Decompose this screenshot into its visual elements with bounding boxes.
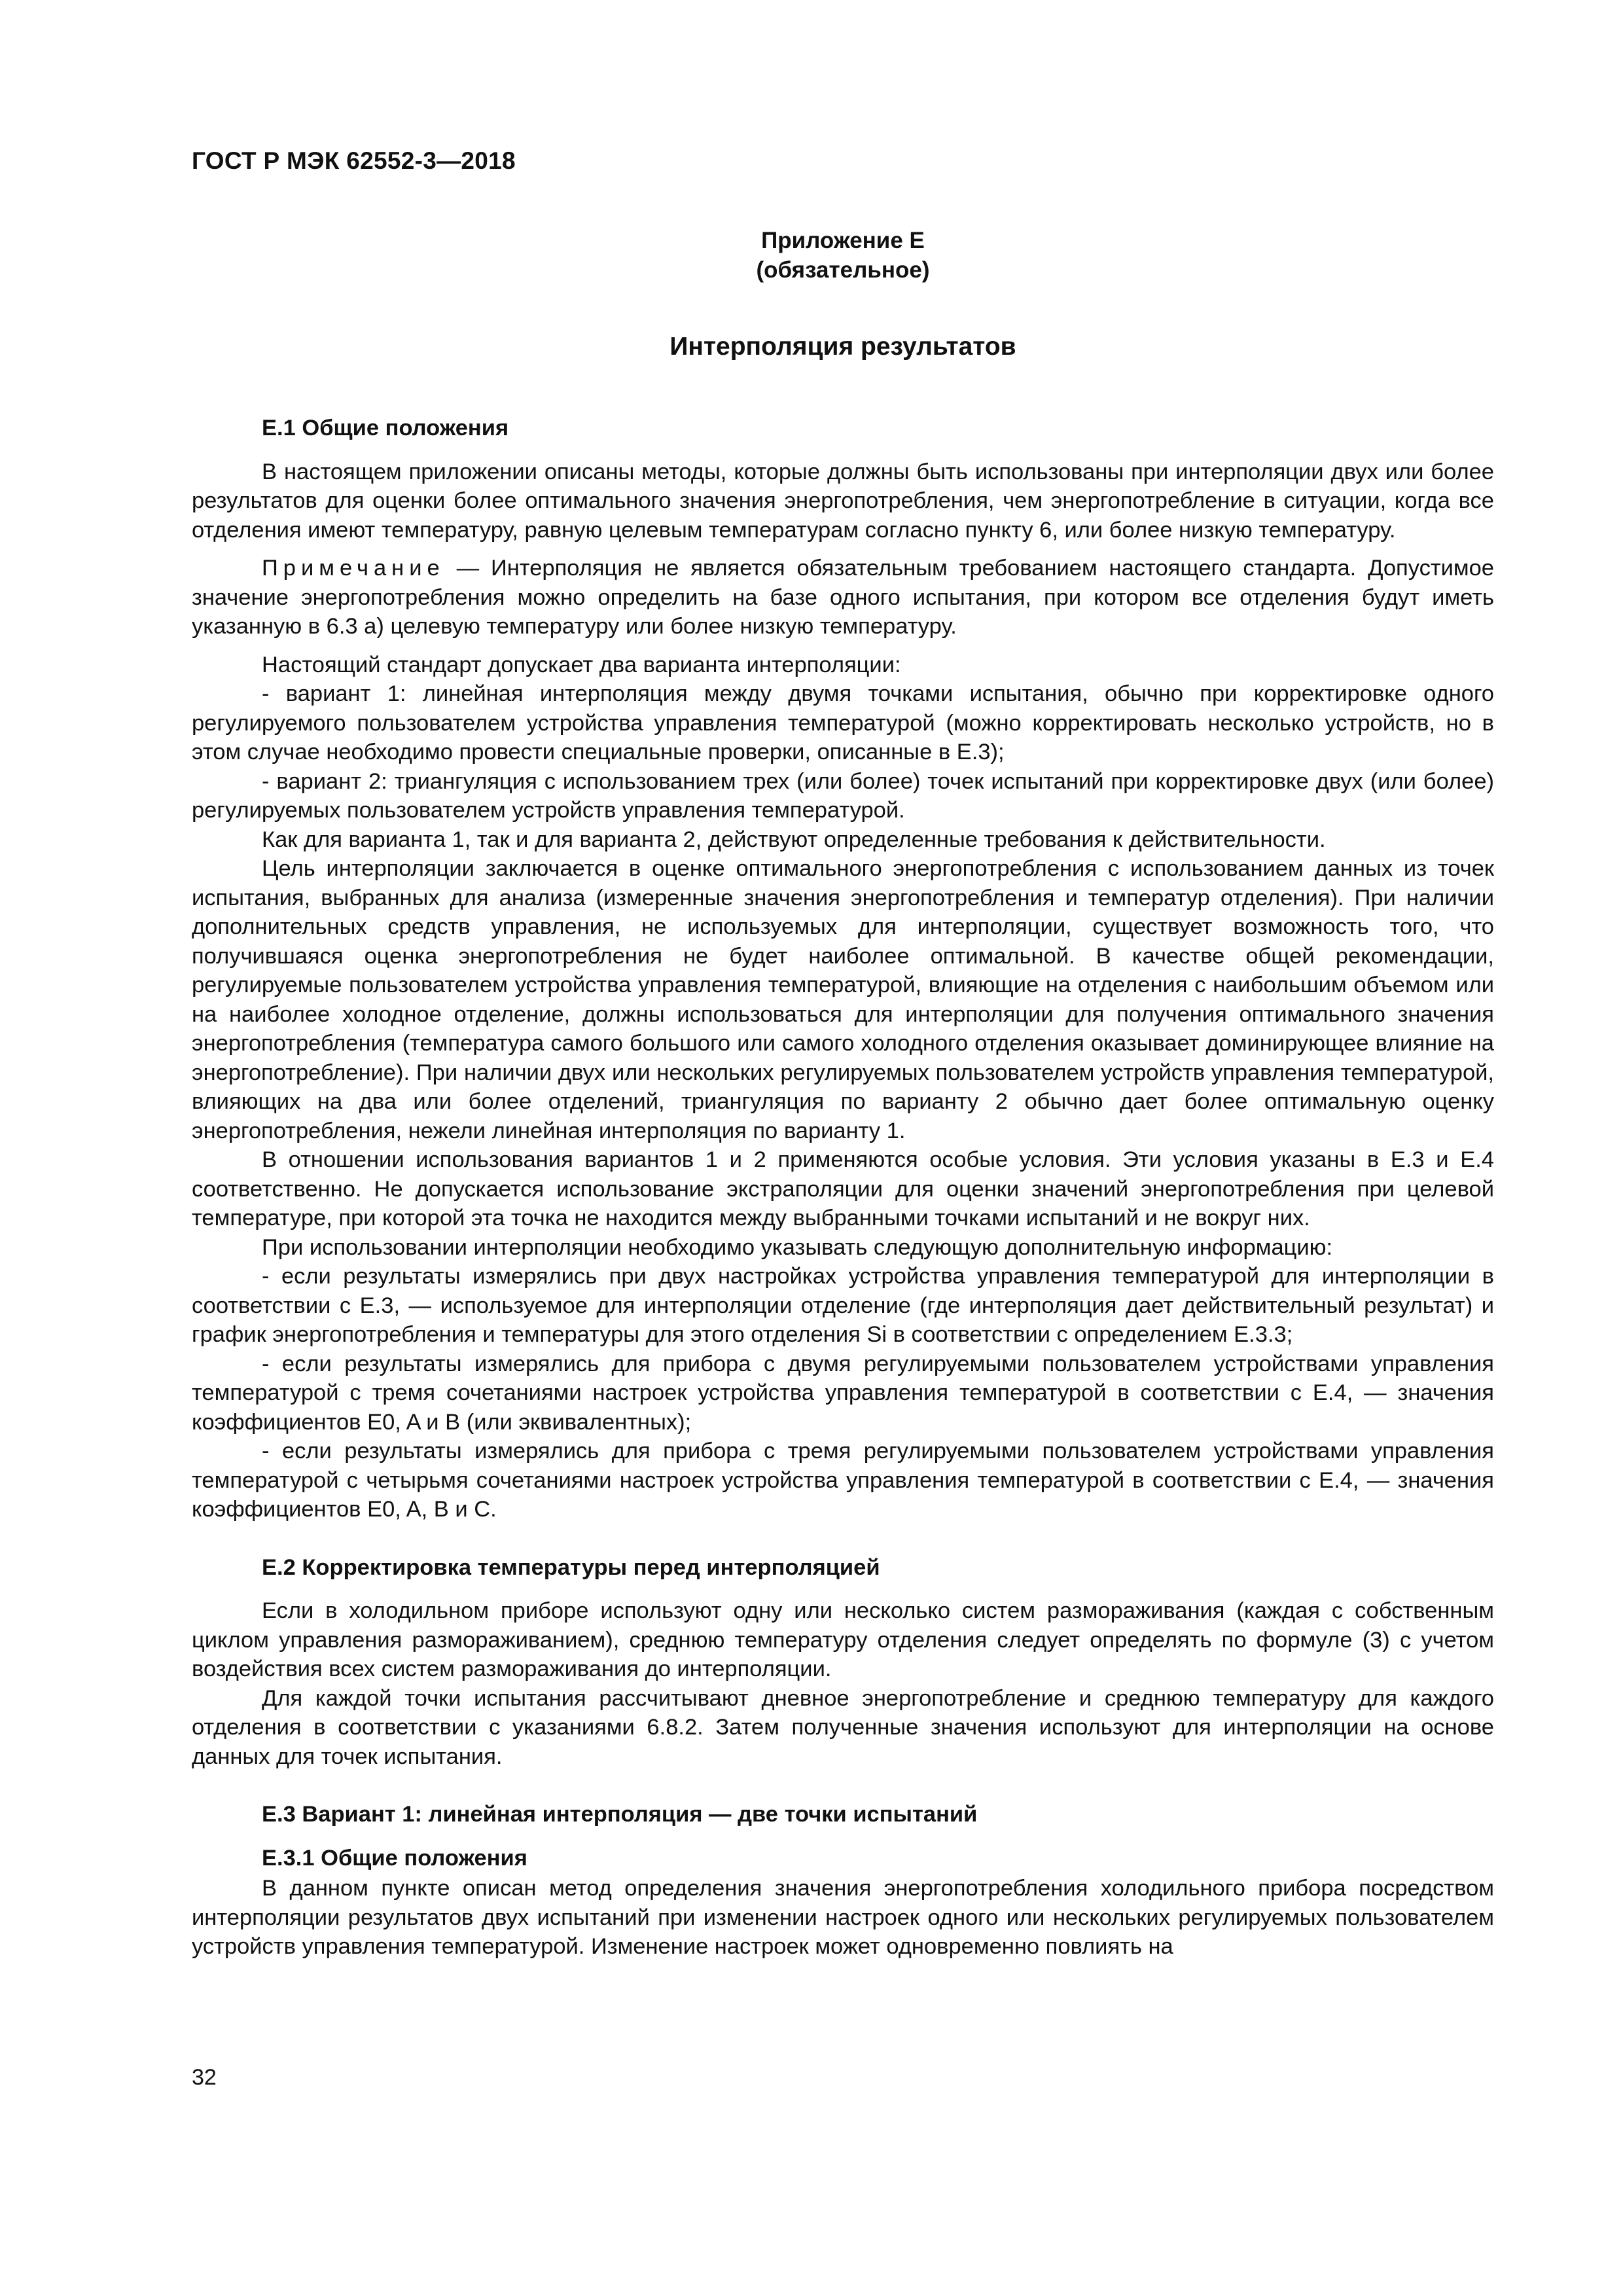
page-number: 32: [192, 2065, 217, 2090]
note-label: Примечание: [262, 556, 445, 581]
note-paragraph: [192, 554, 1494, 641]
note-text: — Интерполяция не является обязательным требованием настоящего стандарта. Допустимое значение энергопотребления можно определить на базе одного испытания, при котором все отделения будут иметь указанную в 6.3 а) целевую температуру или более низкую температуру.: [192, 556, 1494, 639]
paragraph: Как для варианта 1, так и для варианта 2, действуют определенные требования к действительности.: [262, 827, 1326, 852]
section-heading: Е.3 Вариант 1: линейная интерполяция — две точки испытаний: [262, 1802, 978, 1827]
list-item: - вариант 1: линейная интерполяция между двумя точками испытания, обычно при корректировке одного регулируемого пользователем устройства управления температурой (можно корректировать несколько устройств, но в этом случае необходимо провести специальные проверки, описанные в Е.3);: [192, 681, 1494, 764]
list-item: - если результаты измерялись для прибора с двумя регулируемыми пользователем устройствами управления температурой с тремя сочетаниями настроек устройства управления температурой в соответствии с Е.4, — значения коэффициентов E0, A и B (или эквивалентных);: [192, 1351, 1494, 1435]
list-item: - если результаты измерялись при двух настройках устройства управления температурой для интерполяции в соответствии с Е.3, — используемое для интерполяции отделение (где интерполяция дает действительный результат) и график энергопотребления и температуры для этого отделения Si в соответствии с определением Е.3.3;: [192, 1264, 1494, 1347]
paragraph: В отношении использования вариантов 1 и 2 применяются особые условия. Эти условия указаны в Е.3 и Е.4 соответственно. Не допускается использование экстраполяции для оценки значений энергопотребления при целевой температуре, при которой эта точка не находится между выбранными точками испытаний и не вокруг них.: [192, 1147, 1494, 1230]
list-item: - если результаты измерялись для прибора с тремя регулируемыми пользователем устройствами управления температурой с четырьмя сочетаниями настроек устройства управления температурой в соответствии с Е.4, — значения коэффициентов E0, A, B и C.: [192, 1439, 1494, 1522]
appendix-label: Приложение Е: [761, 228, 925, 253]
list-item: - вариант 2: триангуляция с использованием трех (или более) точек испытаний при корректировке двух (или более) регулируемых пользователем устройств управления температурой.: [192, 768, 1494, 823]
paragraph: Для каждой точки испытания рассчитывают дневное энергопотребление и среднюю температуру для каждого отделения в соответствии с указаниями 6.8.2. Затем полученные значения используют для интерполяции на основе данных для точек испытания.: [192, 1685, 1494, 1769]
standard-header: ГОСТ Р МЭК 62552-3—2018: [192, 147, 516, 174]
paragraph: При использовании интерполяции необходимо указывать следующую дополнительную информацию:: [262, 1234, 1333, 1260]
document-body: [192, 414, 1494, 1962]
paragraph: В настоящем приложении описаны методы, которые должны быть использованы при интерполяции двух или более результатов для оценки более оптимального значения энергопотребления, чем энергопотребление в ситуации, когда все отделения имеют температуру, равную целевым температурам согласно пункту 6, или более низкую температуру.: [192, 459, 1494, 543]
paragraph: Настоящий стандарт допускает два варианта интерполяции:: [262, 652, 901, 677]
section-heading: Е.1 Общие положения: [262, 416, 509, 440]
appendix-label-block: [192, 226, 1494, 285]
appendix-title: Интерполяция результатов: [669, 332, 1016, 361]
appendix-status: (обязательное): [756, 257, 930, 283]
section-heading: Е.2 Корректировка температуры перед интерполяцией: [262, 1554, 880, 1580]
paragraph: Если в холодильном приборе используют одну или несколько систем размораживания (каждая с собственным циклом управления размораживанием), среднюю температуру отделения следует определять по формуле (3) с учетом воздействия всех систем размораживания до интерполяции.: [192, 1598, 1494, 1681]
paragraph: Цель интерполяции заключается в оценке оптимального энергопотребления с использованием данных из точек испытания, выбранных для анализа (измеренные значения энергопотребления и температур отделения). При наличии дополнительных средств управления, не используемых для интерполяции, существует возможность того, что получившаяся оценка энергопотребления не будет наиболее оптимальной. В качестве общей рекомендации, регулируемые пользователем устройства управления температурой, влияющие на отделения с наибольшим объемом или на наиболее холодное отделение, должны использоваться для интерполяции для получения оптимального значения энергопотребления (температура самого большого или самого холодного отделения оказывает доминирующее влияние на энергопотребление). При наличии двух или нескольких регулируемых пользователем устройств управления температурой, влияющих на два или более отделений, триангуляция по варианту 2 обычно дает более оптимальную оценку энергопотребления, нежели линейная интерполяция по варианту 1.: [192, 856, 1494, 1143]
paragraph: В данном пункте описан метод определения значения энергопотребления холодильного прибора посредством интерполяции результатов двух испытаний при изменении настроек одного или нескольких регулируемых пользователем устройств управления температурой. Изменение настроек может одновременно повлиять на: [192, 1876, 1494, 1959]
subsection-heading: Е.3.1 Общие положения: [262, 1845, 527, 1871]
